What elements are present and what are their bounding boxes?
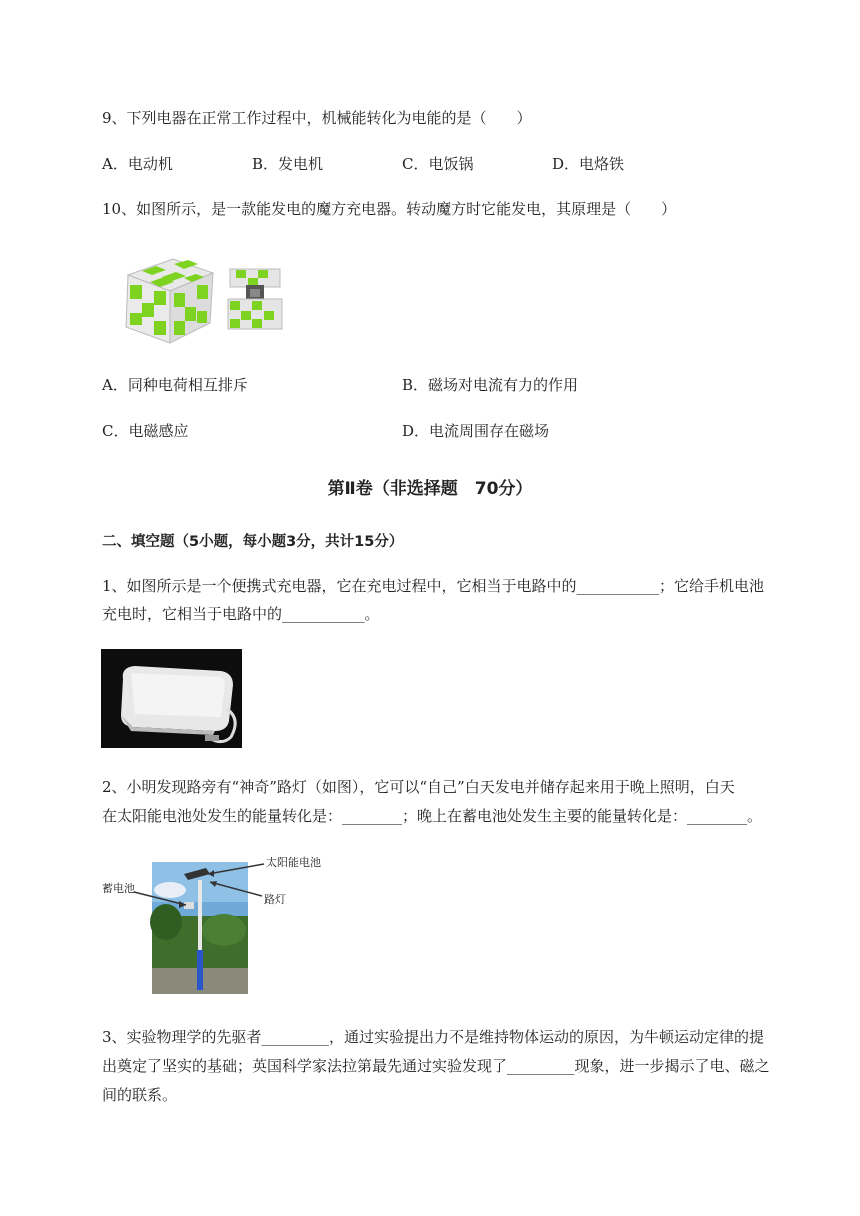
- q10-option-b: B．磁场对电流有力的作用: [402, 376, 579, 394]
- street-lamp-figure: [100, 850, 360, 998]
- fill2-line1: 2、小明发现路旁有“神奇”路灯（如图），它可以“自己”白天发电并储存起来用于晚上照明，白天: [102, 778, 735, 796]
- power-bank-image: [101, 649, 242, 748]
- solar-panel-label: 太阳能电池: [266, 856, 321, 869]
- fill3-line3: 间的联系。: [102, 1086, 178, 1104]
- q9-option-d: D．电烙铁: [552, 155, 625, 173]
- q10-option-c: C．电磁感应: [102, 422, 189, 440]
- lamp-label: 路灯: [264, 893, 286, 906]
- q9-option-a: A．电动机: [102, 155, 173, 173]
- q10-option-a: A．同种电荷相互排斥: [102, 376, 248, 394]
- q9-option-c: C．电饭锅: [402, 155, 474, 173]
- fill3-line2: 出奠定了坚实的基础；英国科学家法拉第最先通过实验发现了_________现象，进一步揭示了电、磁之: [102, 1057, 770, 1075]
- fill1-line2: 充电时，它相当于电路中的___________。: [102, 605, 380, 623]
- fill3-line1: 3、实验物理学的先驱者_________，通过实验提出力不是维持物体运动的原因，为牛顿运动定律的提: [102, 1028, 765, 1046]
- cube-charger-image: [118, 255, 288, 347]
- fill1-line1: 1、如图所示是一个便携式充电器，它在充电过程中，它相当于电路中的___________；它给手机电池: [102, 577, 765, 595]
- battery-label: 蓄电池: [102, 882, 135, 895]
- q9-option-b: B．发电机: [252, 155, 324, 173]
- part2-title: 第Ⅱ卷（非选择题 70分）: [327, 479, 533, 499]
- fill2-line2: 在太阳能电池处发生的能量转化是：________；晚上在蓄电池处发生主要的能量转化是：________。: [102, 807, 763, 825]
- q10-stem: 10、如图所示，是一款能发电的魔方充电器。转动魔方时它能发电，其原理是（ ）: [102, 200, 677, 218]
- q9-stem: 9、下列电器在正常工作过程中，机械能转化为电能的是（ ）: [102, 109, 532, 127]
- q10-option-d: D．电流周围存在磁场: [402, 422, 550, 440]
- section2-title: 二、填空题（5小题，每小题3分，共计15分）: [102, 534, 404, 550]
